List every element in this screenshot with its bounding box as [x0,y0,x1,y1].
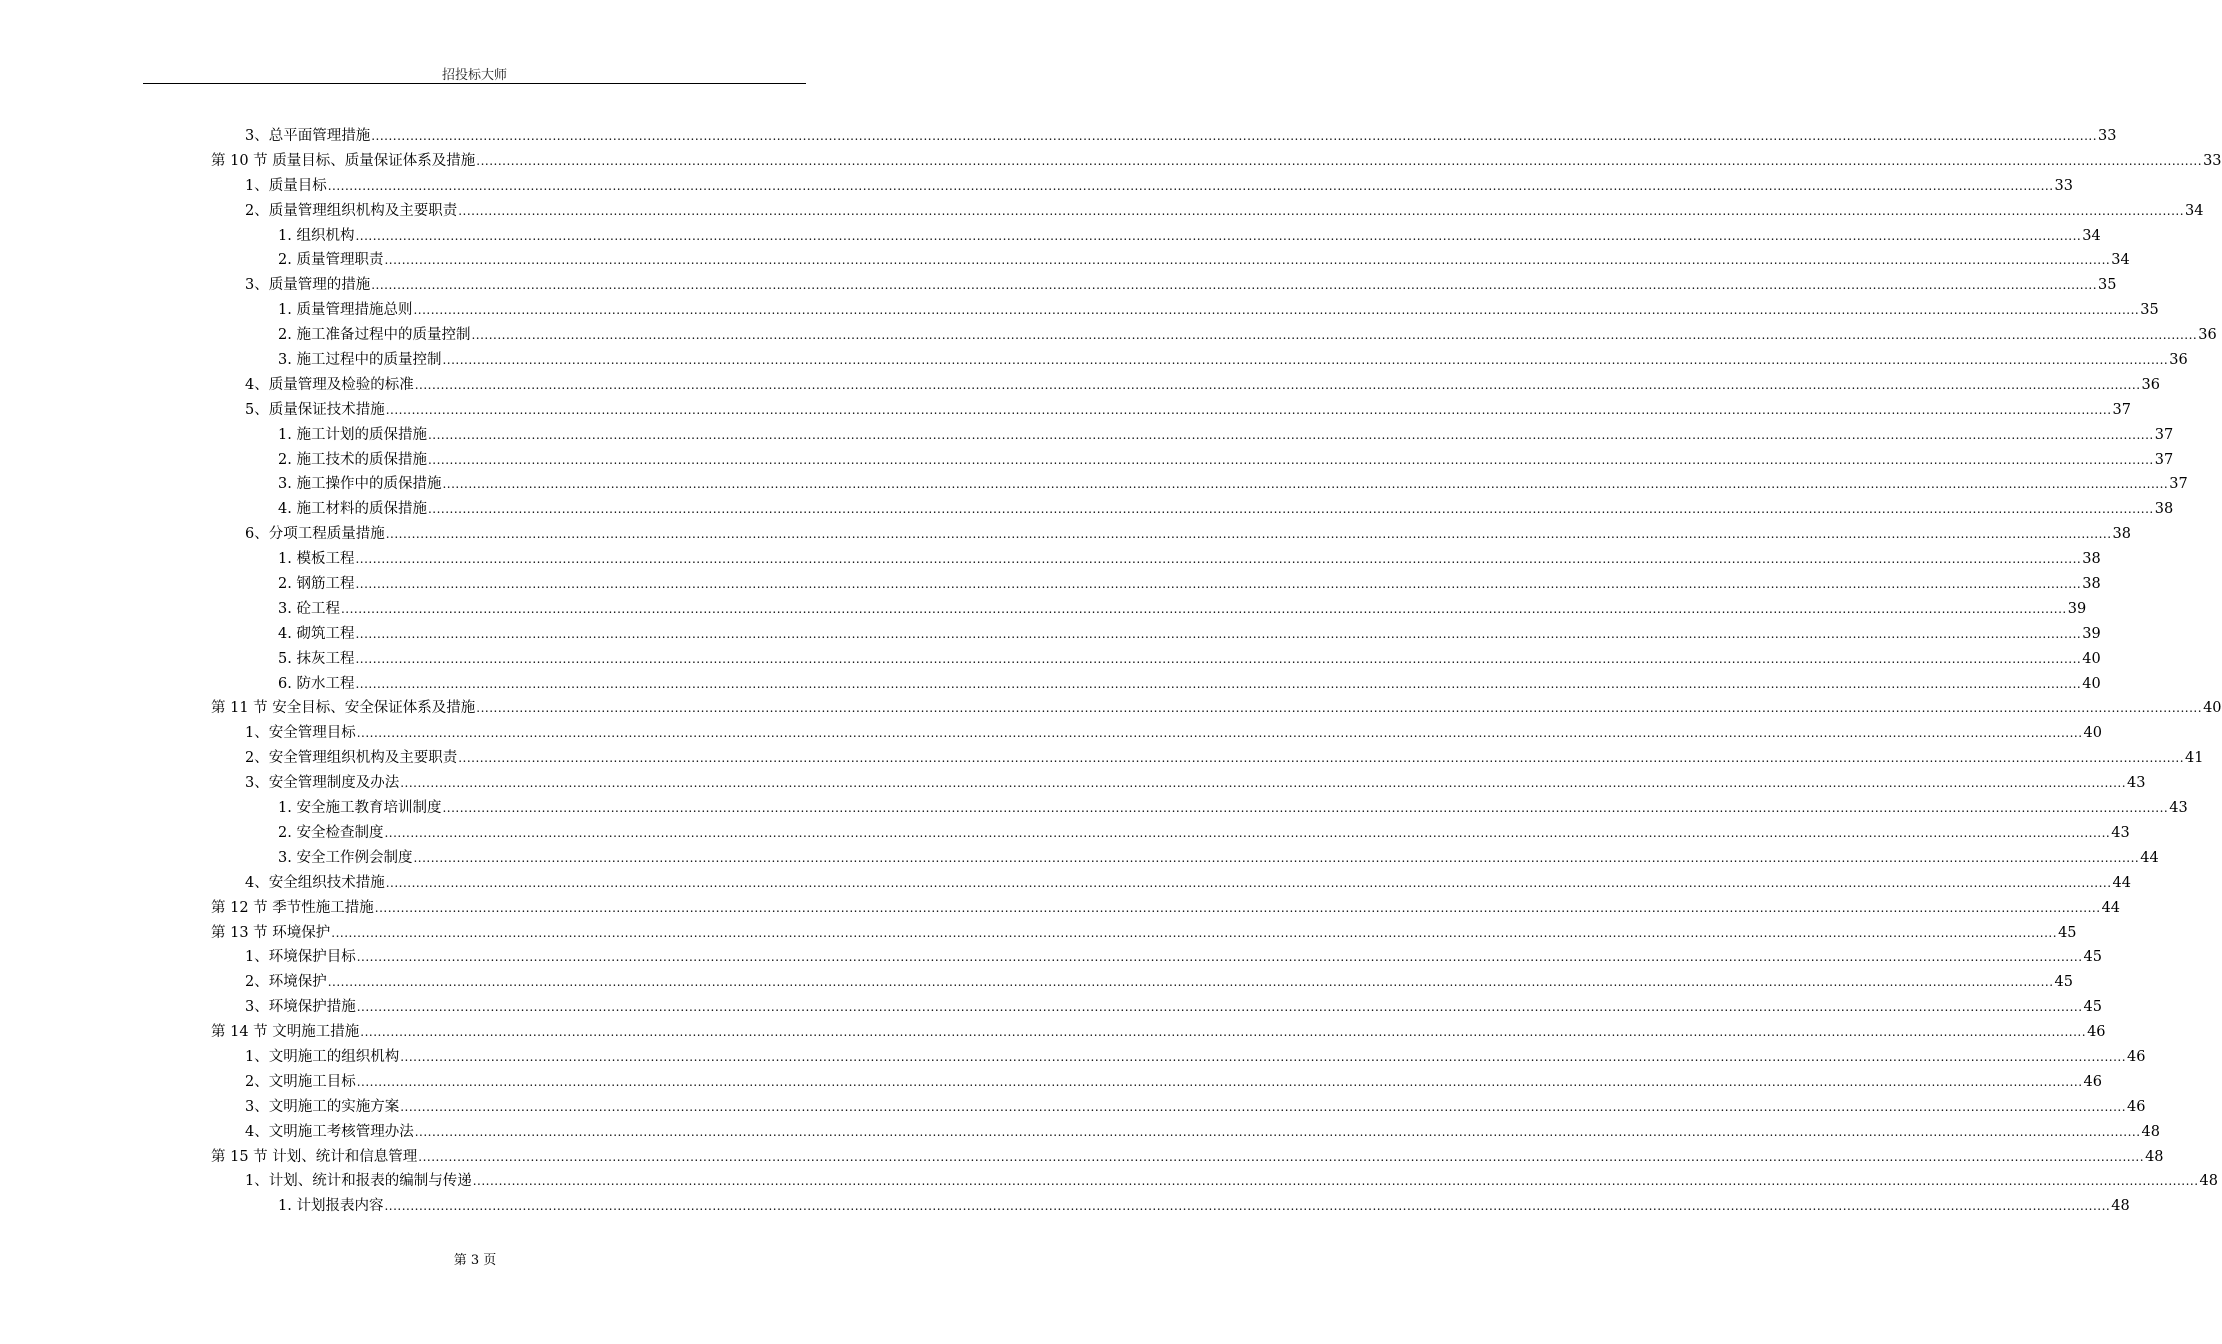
toc-dot-leader: ................................................................................................................................................................................................................................................................................................................................................................................................................ [413,850,2140,865]
header-divider [143,83,806,84]
toc-entry[interactable] [245,124,2117,149]
toc-dot-leader: ................................................................................................................................................................................................................................................................................................................................................................................................................ [384,253,2111,268]
toc-dot-leader: ................................................................................................................................................................................................................................................................................................................................................................................................................ [413,303,2140,318]
toc-entry-title: 分项工程质量措施 [268,526,385,543]
toc-entry-page: 37 [2154,426,2174,443]
toc-entry-number: 3、 [245,128,269,144]
toc-entry-page: 38 [2082,551,2101,568]
toc-dot-leader: ................................................................................................................................................................................................................................................................................................................................................................................................................ [442,801,2169,816]
toc-entry[interactable] [278,472,2188,497]
toc-entry-title: 1. 计划报表内容 [278,1198,384,1215]
toc-entry-number: 3、 [245,277,269,294]
toc-entry-title: 环境保护措施 [268,999,356,1016]
toc-dot-leader: ................................................................................................................................................................................................................................................................................................................................................................................................................ [385,875,2112,890]
toc-entry-number: 2、 [245,1073,269,1090]
toc-dot-leader: ................................................................................................................................................................................................................................................................................................................................................................................................................ [414,1124,2141,1139]
toc-entry-page: 46 [2127,1098,2146,1115]
toc-entry-title: 第 14 节 文明施工措施 [211,1024,360,1041]
toc-entry[interactable] [245,746,2204,771]
toc-entry-title: 环境保护目标 [268,949,356,966]
toc-entry-number: 3、 [245,999,269,1016]
toc-entry-page: 36 [2169,352,2188,369]
toc-entry-title: 质量保证技术措施 [268,401,385,418]
toc-entry[interactable] [245,398,2131,423]
toc-dot-leader: ................................................................................................................................................................................................................................................................................................................................................................................................................ [414,377,2141,392]
toc-dot-leader: ................................................................................................................................................................................................................................................................................................................................................................................................................ [355,676,2082,691]
toc-entry-title: 3. 施工操作中的质保措施 [278,476,442,493]
toc-entry[interactable] [245,995,2102,1020]
toc-entry-title: 1. 组织机构 [278,227,355,244]
toc-dot-leader: ................................................................................................................................................................................................................................................................................................................................................................................................................ [427,427,2154,442]
toc-entry-page: 45 [2083,999,2102,1016]
toc-entry-title: 4. 砌筑工程 [278,625,355,642]
toc-entry-page: 45 [2054,974,2073,991]
toc-entry-page: 40 [2203,700,2222,717]
toc-dot-leader: ................................................................................................................................................................................................................................................................................................................................................................................................................ [355,651,2082,666]
toc-entry-page: 45 [2058,924,2077,941]
toc-entry-page: 38 [2154,501,2174,518]
toc-entry[interactable] [211,896,2121,921]
toc-entry[interactable] [278,796,2188,821]
toc-entry-number: 3、 [245,1098,269,1115]
toc-entry-page: 46 [2127,1048,2146,1065]
toc-entry[interactable] [245,373,2160,398]
toc-entry-page: 36 [2141,376,2160,393]
toc-entry[interactable] [245,1070,2102,1095]
toc-dot-leader: ................................................................................................................................................................................................................................................................................................................................................................................................................ [476,701,2203,716]
toc-entry-title: 1. 安全施工教育培训制度 [278,800,442,817]
toc-entry[interactable] [245,199,2204,224]
toc-dot-leader: ................................................................................................................................................................................................................................................................................................................................................................................................................ [355,552,2082,567]
toc-entry-title: 安全管理制度及办法 [268,775,400,792]
toc-entry-number: 4、 [245,376,269,393]
toc-dot-leader: ................................................................................................................................................................................................................................................................................................................................................................................................................ [384,1199,2111,1214]
toc-entry[interactable] [245,1120,2160,1145]
toc-entry-page: 48 [2111,1198,2130,1215]
toc-entry[interactable] [211,921,2077,946]
toc-dot-leader: ................................................................................................................................................................................................................................................................................................................................................................................................................ [327,178,2054,193]
page-header-title: 招投标大师 [441,68,507,83]
toc-entry[interactable] [278,448,2174,473]
toc-entry-title: 6. 防水工程 [278,675,355,692]
toc-entry[interactable] [245,970,2073,995]
toc-entry-page: 34 [2111,252,2130,269]
toc-entry-page: 40 [2083,725,2102,742]
toc-entry-page: 45 [2083,949,2102,966]
toc-entry[interactable] [245,771,2146,796]
toc-entry-title: 1. 质量管理措施总则 [278,302,413,319]
toc-entry-page: 40 [2082,650,2101,667]
toc-dot-leader: ................................................................................................................................................................................................................................................................................................................................................................................................................ [355,577,2082,592]
toc-entry[interactable] [211,696,2222,721]
toc-dot-leader: ................................................................................................................................................................................................................................................................................................................................................................................................................ [356,1074,2083,1089]
toc-dot-leader: ................................................................................................................................................................................................................................................................................................................................................................................................................ [384,825,2111,840]
toc-entry[interactable] [211,1145,2164,1170]
toc-entry-page: 40 [2082,675,2101,692]
toc-entry-title: 质量目标 [268,177,327,194]
toc-entry-title: 第 13 节 环境保护 [211,924,331,941]
toc-dot-leader: ................................................................................................................................................................................................................................................................................................................................................................................................................ [458,203,2185,218]
toc-dot-leader: ................................................................................................................................................................................................................................................................................................................................................................................................................ [374,900,2101,915]
toc-entry-page: 34 [2082,227,2101,244]
toc-entry-title: 第 12 节 季节性施工措施 [211,899,374,916]
toc-entry[interactable] [278,572,2101,597]
toc-dot-leader: ................................................................................................................................................................................................................................................................................................................................................................................................................ [360,1025,2087,1040]
toc-entry-page: 38 [2082,576,2101,593]
toc-entry[interactable] [211,149,2222,174]
toc-entry-number: 2、 [245,750,269,767]
toc-entry-page: 44 [2140,849,2159,866]
toc-entry-page: 37 [2112,401,2131,418]
toc-dot-leader: ................................................................................................................................................................................................................................................................................................................................................................................................................ [400,776,2127,791]
toc-entry-number: 1、 [245,725,269,742]
toc-entry-page: 39 [2067,600,2087,617]
toc-dot-leader: ................................................................................................................................................................................................................................................................................................................................................................................................................ [371,129,2098,143]
toc-entry[interactable] [278,298,2159,323]
toc-entry-page: 48 [2199,1173,2218,1190]
toc-entry-page: 46 [2087,1024,2106,1041]
toc-entry-title: 2. 钢筋工程 [278,576,355,593]
toc-entry[interactable] [278,547,2101,572]
toc-entry-title: 3. 施工过程中的质量控制 [278,352,442,369]
toc-dot-leader: ................................................................................................................................................................................................................................................................................................................................................................................................................ [472,1174,2199,1189]
toc-entry-number: 2、 [245,202,269,219]
toc-dot-leader: ................................................................................................................................................................................................................................................................................................................................................................................................................ [442,353,2169,368]
toc-entry-title: 安全管理组织机构及主要职责 [268,750,458,767]
toc-entry-title: 3. 安全工作例会制度 [278,849,413,866]
toc-entry-page: 33 [2054,177,2073,194]
toc-entry[interactable] [278,846,2159,871]
toc-entry[interactable] [278,1194,2130,1219]
toc-entry[interactable] [278,647,2101,672]
toc-entry-number: 6、 [245,526,269,543]
toc-entry-number: 4、 [245,1123,269,1140]
toc-entry-page: 37 [2169,476,2188,493]
toc-dot-leader: ................................................................................................................................................................................................................................................................................................................................................................................................................ [327,975,2054,990]
toc-entry-title: 2. 安全检查制度 [278,824,384,841]
table-of-contents [0,124,2222,1219]
toc-dot-leader: ................................................................................................................................................................................................................................................................................................................................................................................................................ [331,925,2058,940]
toc-entry[interactable] [278,224,2101,249]
toc-entry-title: 2. 施工准备过程中的质量控制 [278,327,471,344]
toc-entry[interactable] [278,821,2130,846]
toc-entry[interactable] [278,423,2174,448]
toc-entry-title: 质量管理及检验的标准 [268,376,414,393]
toc-entry-title: 文明施工目标 [268,1073,356,1090]
toc-entry[interactable] [278,497,2174,522]
toc-entry[interactable] [278,323,2217,348]
toc-dot-leader: ................................................................................................................................................................................................................................................................................................................................................................................................................ [385,527,2112,542]
toc-entry-page: 33 [2098,128,2117,144]
toc-entry-number: 3、 [245,775,269,792]
toc-entry-title: 文明施工的实施方案 [268,1098,400,1115]
toc-dot-leader: ................................................................................................................................................................................................................................................................................................................................................................................................................ [442,477,2169,492]
toc-entry-title: 安全组织技术措施 [268,874,385,891]
toc-dot-leader: ................................................................................................................................................................................................................................................................................................................................................................................................................ [356,726,2083,741]
toc-entry-title: 第 11 节 安全目标、安全保证体系及措施 [211,700,476,717]
toc-entry-page: 48 [2145,1148,2164,1165]
toc-entry-title: 安全管理目标 [268,725,356,742]
toc-entry[interactable] [278,348,2188,373]
toc-entry-page: 36 [2198,327,2217,344]
toc-entry-title: 质量管理的措施 [268,277,371,294]
toc-entry-page: 43 [2111,824,2130,841]
toc-dot-leader: ................................................................................................................................................................................................................................................................................................................................................................................................................ [355,228,2082,243]
toc-entry-number: 4、 [245,874,269,891]
toc-entry[interactable] [278,672,2101,697]
toc-entry-page: 39 [2082,625,2101,642]
toc-entry-title: 1. 模板工程 [278,551,355,568]
toc-entry-title: 总平面管理措施 [268,128,371,144]
toc-entry-number: 2、 [245,974,269,991]
toc-entry-number: 5、 [245,401,269,418]
toc-entry-number: 1、 [245,1048,269,1065]
toc-entry-title: 4. 施工材料的质保措施 [278,501,427,518]
toc-entry-title: 2. 施工技术的质保措施 [278,451,427,468]
toc-dot-leader: ................................................................................................................................................................................................................................................................................................................................................................................................................ [340,601,2067,616]
toc-dot-leader: ................................................................................................................................................................................................................................................................................................................................................................................................................ [356,950,2083,965]
toc-entry-page: 41 [2185,750,2204,767]
toc-entry[interactable] [245,871,2131,896]
toc-entry-title: 5. 抹灰工程 [278,650,355,667]
toc-dot-leader: ................................................................................................................................................................................................................................................................................................................................................................................................................ [355,626,2082,641]
toc-entry-page: 44 [2101,899,2121,916]
toc-entry-page: 34 [2185,202,2204,219]
toc-entry[interactable] [245,1045,2146,1070]
toc-entry-page: 48 [2141,1123,2160,1140]
toc-entry-title: 文明施工的组织机构 [268,1048,400,1065]
toc-dot-leader: ................................................................................................................................................................................................................................................................................................................................................................................................................ [427,502,2154,517]
toc-entry[interactable] [245,273,2117,298]
toc-entry-title: 2. 质量管理职责 [278,252,384,269]
toc-dot-leader: ................................................................................................................................................................................................................................................................................................................................................................................................................ [427,452,2154,467]
toc-entry[interactable] [211,1020,2106,1045]
toc-entry-title: 3. 砼工程 [278,600,340,617]
toc-entry[interactable] [245,174,2073,199]
toc-entry[interactable] [245,1095,2146,1120]
toc-entry-page: 38 [2112,526,2131,543]
toc-dot-leader: ................................................................................................................................................................................................................................................................................................................................................................................................................ [458,751,2185,766]
toc-dot-leader: ................................................................................................................................................................................................................................................................................................................................................................................................................ [385,402,2112,417]
toc-dot-leader: ................................................................................................................................................................................................................................................................................................................................................................................................................ [476,153,2203,168]
toc-entry-title: 环境保护 [268,974,327,991]
toc-entry-page: 43 [2127,775,2146,792]
toc-entry-page: 35 [2140,302,2159,319]
toc-dot-leader: ................................................................................................................................................................................................................................................................................................................................................................................................................ [471,328,2198,343]
toc-entry-title: 1. 施工计划的质保措施 [278,426,427,443]
toc-entry[interactable] [245,522,2131,547]
toc-entry-title: 第 10 节 质量目标、质量保证体系及措施 [211,152,476,169]
toc-entry-page: 43 [2169,800,2188,817]
toc-entry-page: 33 [2203,152,2222,169]
toc-entry[interactable] [245,721,2102,746]
toc-dot-leader: ................................................................................................................................................................................................................................................................................................................................................................................................................ [356,1000,2083,1015]
toc-entry-page: 46 [2083,1073,2102,1090]
toc-entry[interactable] [278,597,2087,622]
toc-entry-page: 37 [2154,451,2174,468]
toc-entry-title: 计划、统计和报表的编制与传递 [268,1173,472,1190]
toc-entry-page: 35 [2098,277,2117,294]
toc-entry-number: 1、 [245,949,269,966]
toc-entry[interactable] [278,248,2130,273]
page-number: 第 3 页 [453,1253,497,1268]
toc-entry-number: 1、 [245,177,269,194]
toc-entry-title: 文明施工考核管理办法 [268,1123,414,1140]
toc-entry[interactable] [245,1169,2218,1194]
toc-entry[interactable] [278,622,2101,647]
toc-entry-number: 1、 [245,1173,269,1190]
toc-dot-leader: ................................................................................................................................................................................................................................................................................................................................................................................................................ [400,1049,2127,1064]
toc-entry-title: 第 15 节 计划、统计和信息管理 [211,1148,418,1165]
toc-dot-leader: ................................................................................................................................................................................................................................................................................................................................................................................................................ [400,1099,2127,1114]
toc-entry[interactable] [245,945,2102,970]
toc-dot-leader: ................................................................................................................................................................................................................................................................................................................................................................................................................ [418,1149,2145,1164]
toc-entry-title: 质量管理组织机构及主要职责 [268,202,458,219]
toc-entry-page: 44 [2112,874,2131,891]
toc-dot-leader: ................................................................................................................................................................................................................................................................................................................................................................................................................ [371,278,2098,293]
